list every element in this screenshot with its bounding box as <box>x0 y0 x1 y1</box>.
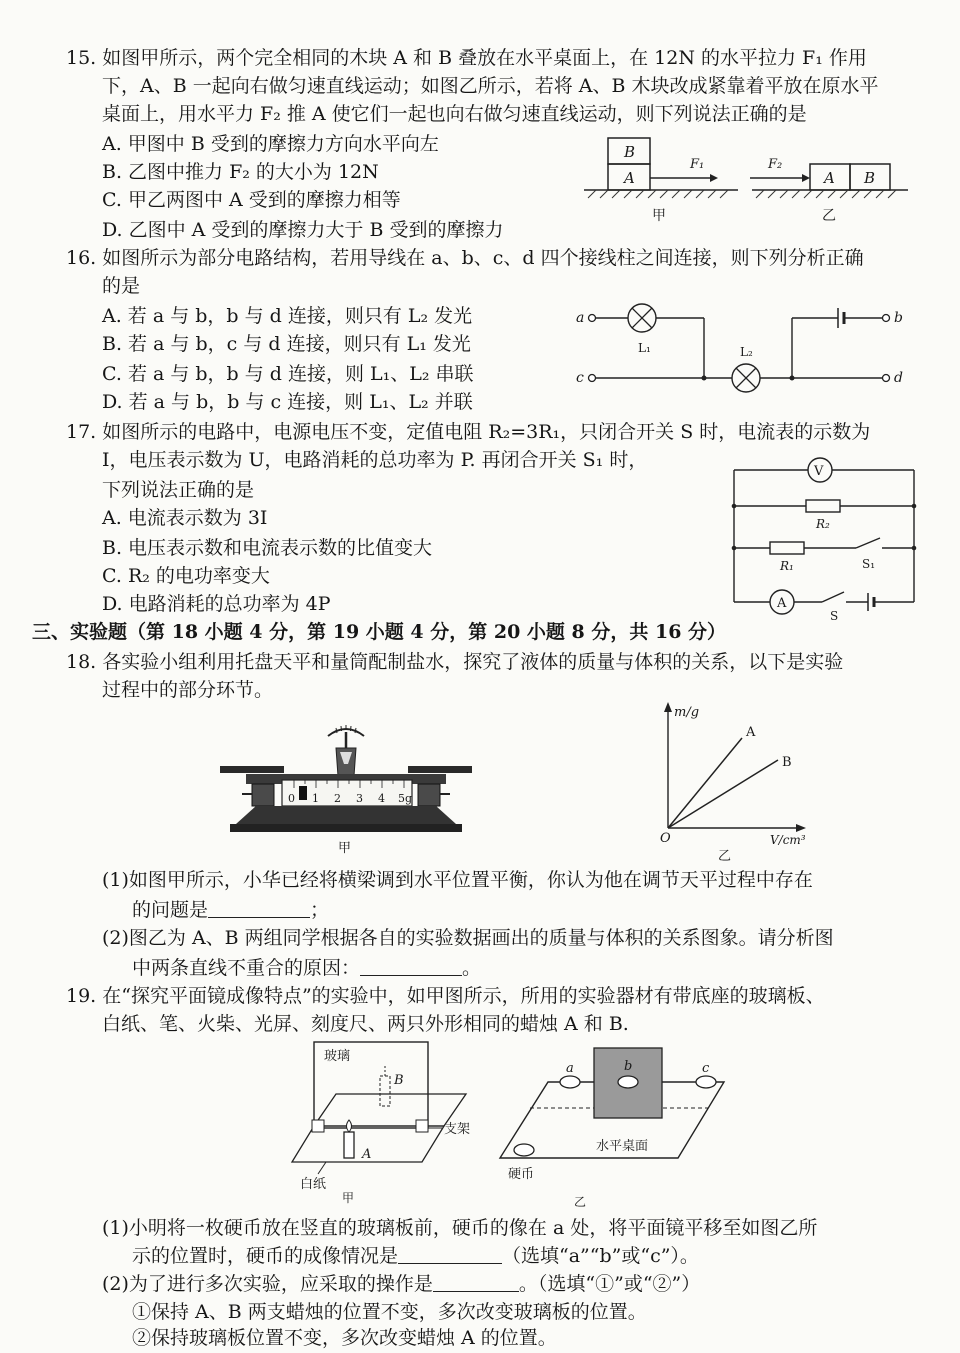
q16-option-b: B. 若 a 与 b，c 与 d 连接，则只有 L₁ 发光 <box>102 333 471 355</box>
terminal-d <box>883 375 890 382</box>
q15-option-c: C. 甲乙两图中 A 受到的摩擦力相等 <box>102 189 401 211</box>
q19-choice-1: ①保持 A、B 两支蜡烛的位置不变，多次改变玻璃板的位置。 <box>132 1301 647 1323</box>
stand-label: 支架 <box>444 1122 471 1137</box>
right-pan <box>408 766 472 773</box>
origin-label: O <box>660 831 671 846</box>
block-b-side-label: B <box>864 169 876 187</box>
image-position-c <box>696 1076 716 1088</box>
q16-stem-line-2: 的是 <box>102 275 141 297</box>
resistor-r1 <box>770 542 804 554</box>
q19-sub1-end: （选填“a”“b”或“c”）。 <box>502 1245 699 1267</box>
q19-stem-line-2: 白纸、笔、火柴、光屏、刻度尺、两只外形相同的蜡烛 A 和 B. <box>102 1013 629 1035</box>
q16-option-c: C. 若 a 与 b，b 与 d 连接，则 L₁、L₂ 串联 <box>102 363 474 385</box>
terminal-a <box>589 315 596 322</box>
q17-option-c: C. R₂ 的电功率变大 <box>102 565 270 587</box>
terminal-c-label: c <box>576 370 584 386</box>
left-balance-nut <box>252 784 274 806</box>
candle-b <box>380 1076 390 1106</box>
q18-balance-figure <box>216 718 476 858</box>
fig-caption-jia: 甲 <box>652 208 666 224</box>
q19-choice-2: ②保持玻璃板位置不变，多次改变蜡烛 A 的位置。 <box>132 1327 557 1349</box>
q15-stem-line-2: 下，A、B 一起向右做匀速直线运动；如图乙所示，若将 A、B 木块改成紧靠着平放在原水平 <box>102 75 879 97</box>
q17-circuit-figure <box>724 454 924 624</box>
glass-label: 玻璃 <box>324 1049 351 1064</box>
tick-4: 4 <box>378 792 385 805</box>
y-axis-label: m/g <box>674 705 700 720</box>
terminal-b <box>883 315 890 322</box>
q17-stem-line-2: I，电压表示数为 U，电路消耗的总功率为 P. 再闭合开关 S₁ 时， <box>102 449 648 471</box>
candle-a-label: A <box>362 1147 372 1162</box>
block-a-label: A <box>624 169 635 187</box>
line-b-label: B <box>782 755 792 770</box>
q19-answer-blank-1[interactable] <box>398 1243 502 1264</box>
image-b-label: b <box>624 1059 633 1074</box>
q16-option-a: A. 若 a 与 b，b 与 d 连接，则只有 L₂ 发光 <box>102 305 473 327</box>
table-hatching-right <box>756 190 896 198</box>
fig-caption-yi: 乙 <box>822 208 836 224</box>
q18-sub1-line-2 <box>132 896 329 925</box>
stand-left <box>312 1120 324 1132</box>
terminal-d-label: d <box>894 370 903 386</box>
table-label: 水平桌面 <box>596 1139 649 1154</box>
q15-stem-line-1: 15. 如图甲所示，两个完全相同的木块 A 和 B 叠放在水平桌面上，在 12N 的水平拉力 F₁ 作用 <box>66 47 867 69</box>
resistor-r2-label: R₂ <box>816 517 830 531</box>
force-f2-label: F₂ <box>768 157 783 172</box>
q18-sub2-line-1: (2)图乙为 A、B 两组同学根据各自的实验数据画出的质量与体积的关系图象。请分析图 <box>102 927 834 949</box>
q18-answer-blank-2[interactable] <box>360 955 462 976</box>
lamp-l2-label: L₂ <box>740 345 753 359</box>
q19-coin-image-figure <box>496 1042 736 1210</box>
rider <box>299 786 307 800</box>
fig-caption-yi: 乙 <box>574 1195 587 1209</box>
tick-0: 0 <box>288 792 295 805</box>
q18-sub2-line-2 <box>132 954 481 983</box>
q18-sub1-line-1: (1)如图甲所示，小华已经将横梁调到水平位置平衡，你认为他在调节天平过程中存在 <box>102 869 813 891</box>
image-position-b <box>618 1076 638 1088</box>
q18-sub2-text: 中两条直线不重合的原因： <box>132 957 361 979</box>
coin-icon <box>514 1144 534 1156</box>
q19-stem-line-1: 19. 在“探究平面镜成像特点”的实验中，如甲图所示，所用的实验器材有带底座的玻璃板、 <box>66 985 825 1007</box>
q16-option-d: D. 若 a 与 b，b 与 c 连接，则 L₁、L₂ 并联 <box>102 391 473 413</box>
flame-icon <box>347 1120 352 1132</box>
q18-stem-line-1: 18. 各实验小组利用托盘天平和量筒配制盐水，探究了液体的质量与体积的关系，以下是实验 <box>66 651 844 673</box>
stand-right <box>416 1120 428 1132</box>
q19-sub2-line <box>102 1270 700 1299</box>
q19-answer-blank-2[interactable] <box>433 1271 519 1292</box>
q16-circuit-figure <box>568 296 918 396</box>
q17-option-d: D. 电路消耗的总功率为 4P <box>102 593 331 615</box>
left-pan <box>220 766 284 773</box>
balance-caption: 甲 <box>338 841 352 856</box>
q17-stem-line-1: 17. 如图所示的电路中，电源电压不变，定值电阻 R₂=3R₁，只闭合开关 S 时，电流表的示数为 <box>66 421 871 443</box>
tick-3: 3 <box>356 792 363 805</box>
q18-sub1-end: ； <box>310 899 330 921</box>
q19-sub1-text: 示的位置时，硬币的成像情况是 <box>132 1245 399 1267</box>
q17-stem-line-3: 下列说法正确的是 <box>102 479 255 501</box>
fig-caption-jia: 甲 <box>342 1191 355 1205</box>
balance-base <box>236 806 456 824</box>
q15-stem-line-3: 桌面上，用水平力 F₂ 推 A 使它们一起也向右做匀速直线运动，则下列说法正确的是 <box>102 103 807 125</box>
tick-5g: 5g <box>398 792 413 805</box>
block-b-label: B <box>624 143 636 161</box>
image-a-label: a <box>566 1061 574 1076</box>
force-f1-label: F₁ <box>690 157 705 172</box>
voltmeter-label: V <box>814 464 824 479</box>
line-a <box>668 738 742 828</box>
q16-stem-line-1: 16. 如图所示为部分电路结构，若用导线在 a、b、c、d 四个接线柱之间连接，则下列分析正确 <box>66 247 864 269</box>
q19-mirror-setup-figure <box>290 1036 490 1206</box>
ammeter-label: A <box>777 596 787 611</box>
q15-option-d: D. 乙图中 A 受到的摩擦力大于 B 受到的摩擦力 <box>102 219 504 241</box>
q15-option-b: B. 乙图中推力 F₂ 的大小为 12N <box>102 161 379 183</box>
q15-option-a: A. 甲图中 B 受到的摩擦力方向水平向左 <box>102 133 439 155</box>
q18-answer-blank-1[interactable] <box>208 897 310 918</box>
line-b <box>668 760 778 828</box>
q18-mass-volume-graph <box>650 700 820 864</box>
graph-caption: 乙 <box>718 849 732 864</box>
force-f1-arrowhead <box>710 174 718 182</box>
image-c-label: c <box>702 1061 710 1076</box>
line-a-label: A <box>746 725 756 740</box>
table-hatching-left <box>588 190 728 198</box>
switch-s-label: S <box>830 609 839 623</box>
tick-2: 2 <box>334 792 341 805</box>
q19-sub1-line-1: (1)小明将一枚硬币放在竖直的玻璃板前，硬币的像在 a 处，将平面镜平移至如图乙所 <box>102 1217 818 1239</box>
switch-s1-label: S₁ <box>862 557 876 571</box>
coin-label: 硬币 <box>508 1167 535 1182</box>
candle-b-label: B <box>394 1073 404 1088</box>
image-position-a <box>560 1076 580 1088</box>
terminal-b-label: b <box>894 310 903 326</box>
tick-1: 1 <box>312 792 319 805</box>
q19-sub2-text: (2)为了进行多次实验，应采取的操作是 <box>102 1273 433 1295</box>
switch-s <box>822 592 844 602</box>
q18-sub1-text: 的问题是 <box>132 899 209 921</box>
right-balance-nut <box>418 784 440 806</box>
paper-label: 白纸 <box>300 1177 327 1192</box>
resistor-r2 <box>806 500 840 512</box>
candle-a <box>344 1132 354 1158</box>
x-axis-label: V/cm³ <box>770 833 806 847</box>
switch-s1 <box>856 538 880 548</box>
force-f2-arrowhead <box>802 174 810 182</box>
q17-option-a: A. 电流表示数为 3I <box>102 507 268 529</box>
lamp-l1-label: L₁ <box>638 341 651 355</box>
q19-sub2-end: 。（选填“①”或“②”） <box>518 1273 701 1295</box>
terminal-c <box>589 375 596 382</box>
q18-sub2-end: 。 <box>462 957 482 979</box>
q15-figure-stacked-blocks <box>578 132 958 228</box>
block-a-side-label: A <box>824 169 835 187</box>
section-3-heading: 三、实验题（第 18 小题 4 分，第 19 小题 4 分，第 20 小题 8 分，共 16 分） <box>32 621 727 643</box>
terminal-a-label: a <box>576 310 585 326</box>
q17-option-b: B. 电压表示数和电流表示数的比值变大 <box>102 537 433 559</box>
q19-sub1-line-2 <box>132 1242 699 1271</box>
q18-stem-line-2: 过程中的部分环节。 <box>102 679 274 701</box>
resistor-r1-label: R₁ <box>780 559 794 573</box>
